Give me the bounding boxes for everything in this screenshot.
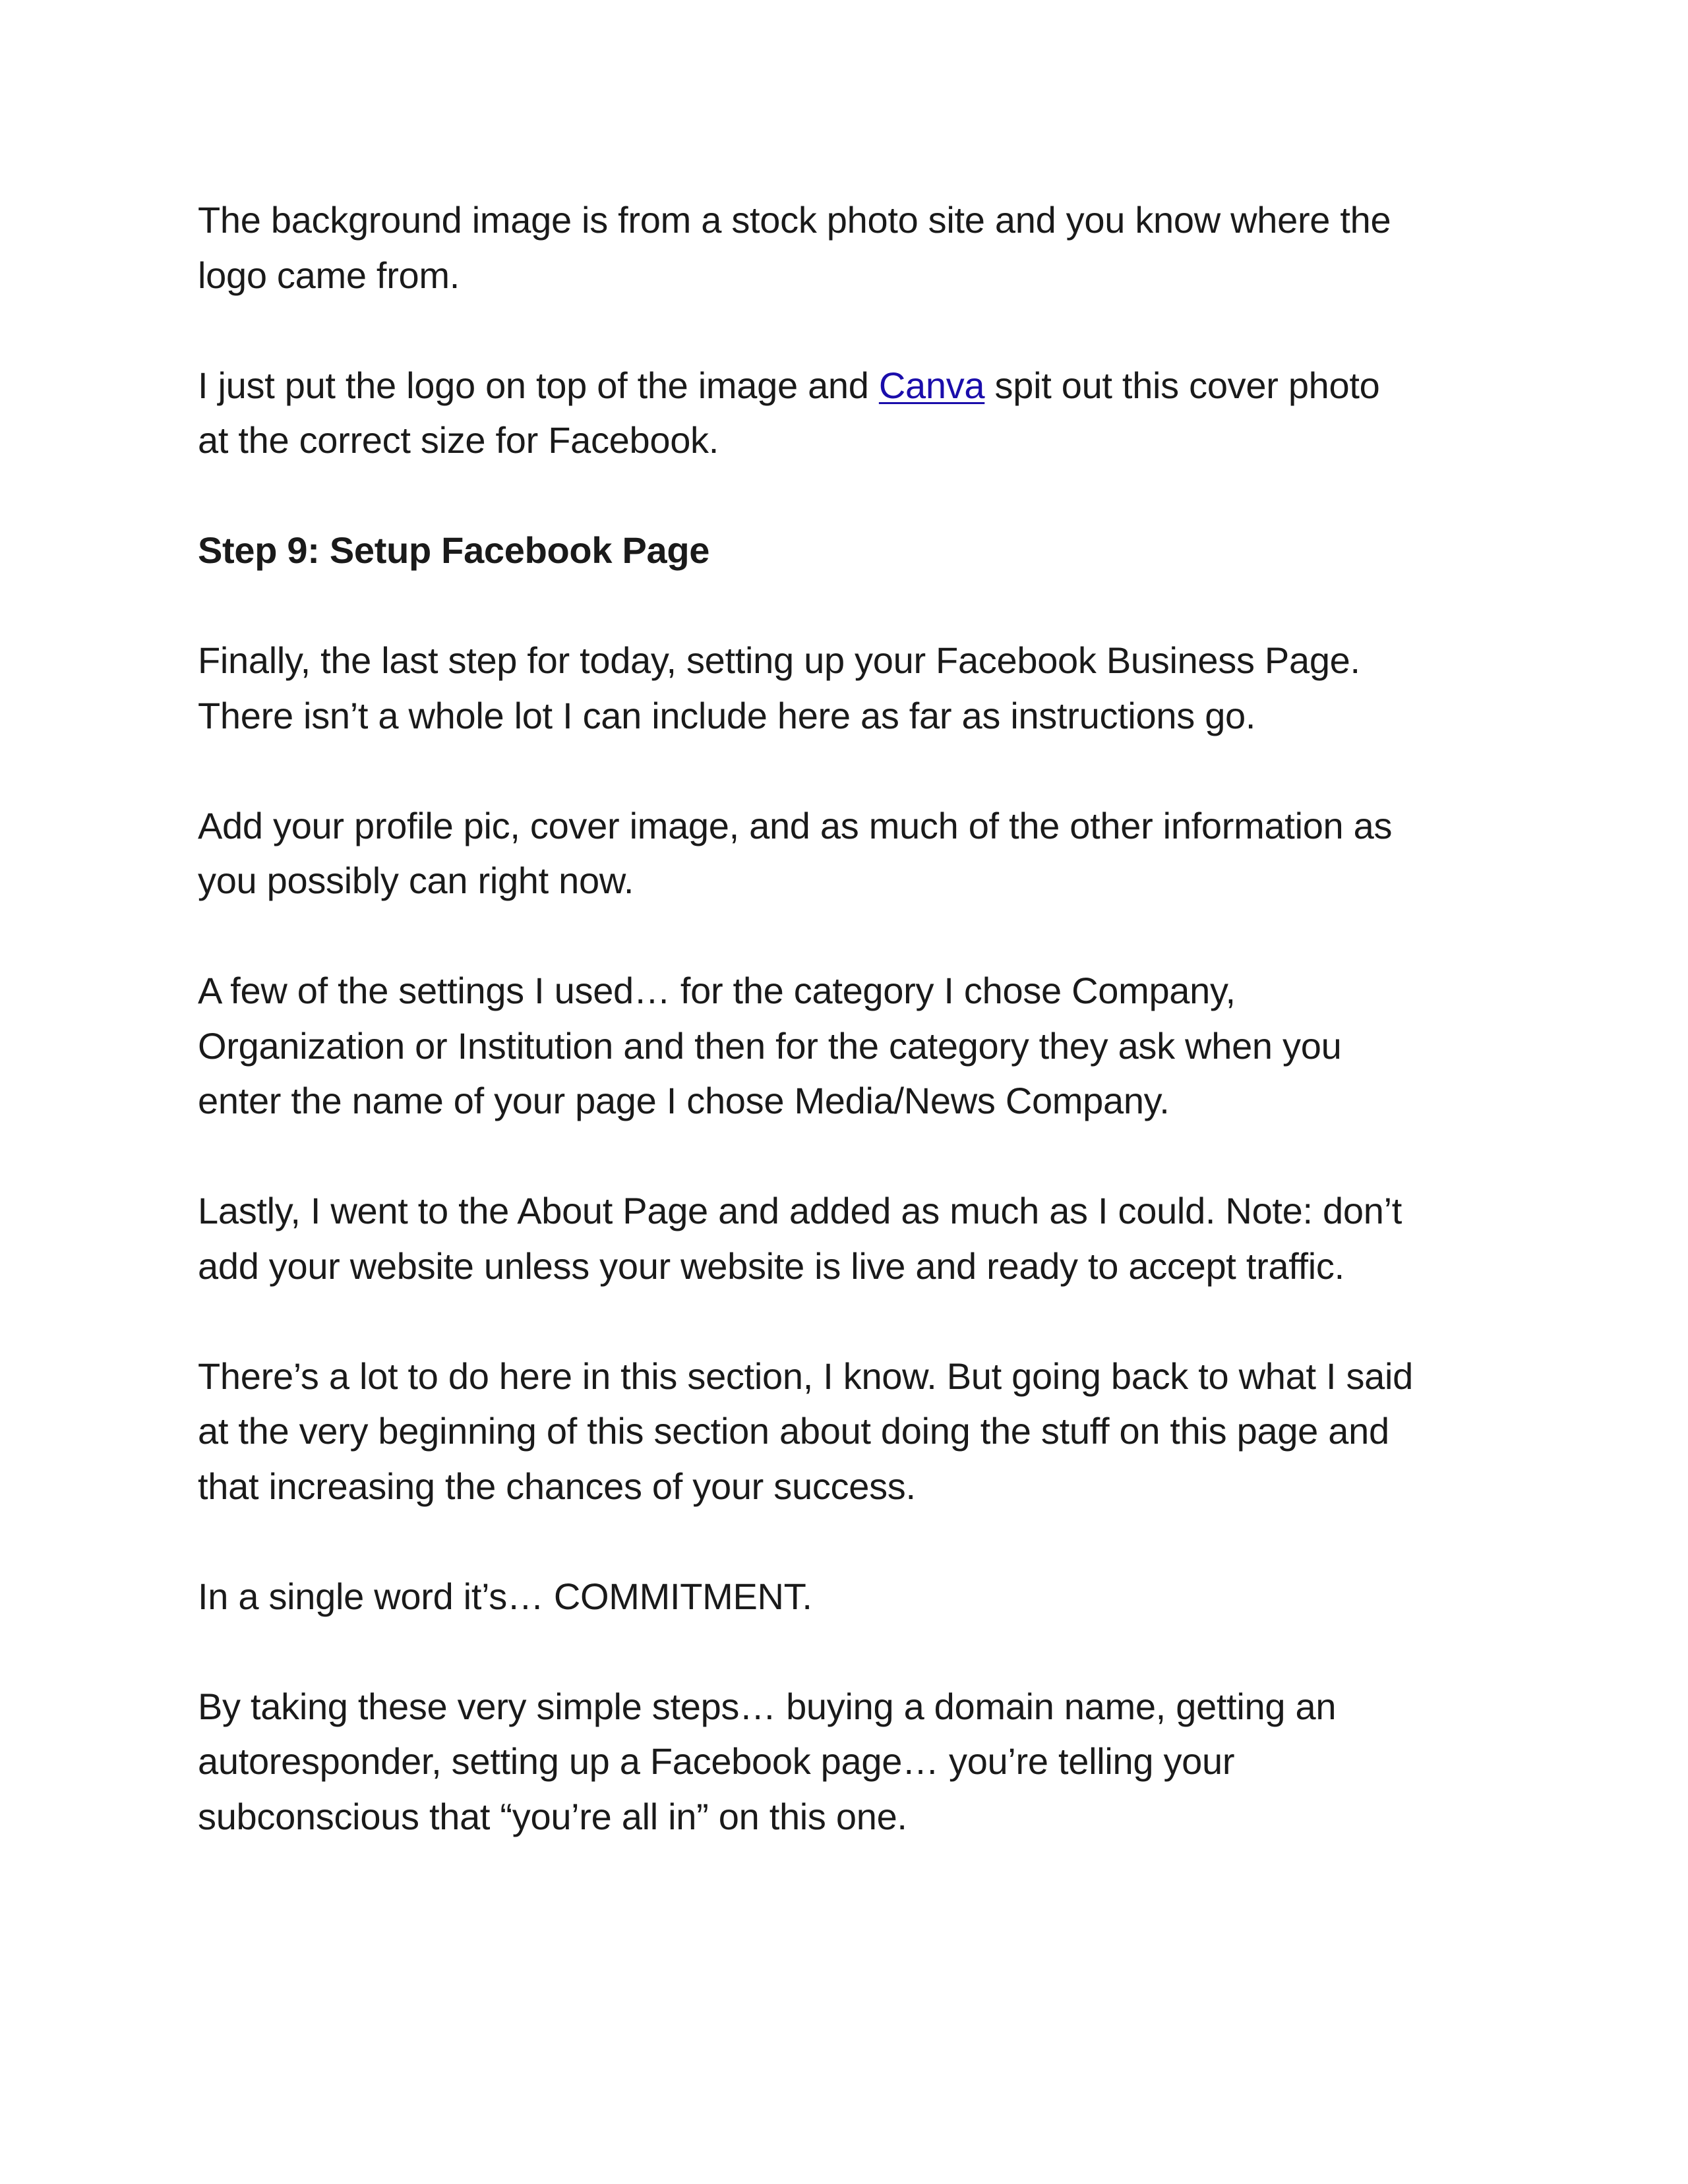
- section-heading: Step 9: Setup Facebook Page: [198, 529, 710, 571]
- paragraph-final-step: [198, 633, 1503, 743]
- paragraph-about-page: [198, 1183, 1503, 1293]
- canva-link[interactable]: Canva: [878, 364, 985, 406]
- text-line: you possibly can right now.: [198, 860, 634, 901]
- text-line: In a single word it’s… COMMITMENT.: [198, 1575, 812, 1617]
- text-line: that increasing the chances of your success.: [198, 1465, 916, 1507]
- text-line: There’s a lot to do here in this section, I know. But going back to what I said: [198, 1355, 1414, 1397]
- paragraph-settings: [198, 963, 1503, 1129]
- paragraph-canva: [198, 358, 1503, 468]
- paragraph-simple-steps: [198, 1679, 1503, 1845]
- text-line: autoresponder, setting up a Facebook page… you’re telling your: [198, 1740, 1235, 1782]
- text-line: subconscious that “you’re all in” on this one.: [198, 1795, 907, 1837]
- text-line: Lastly, I went to the About Page and added as much as I could. Note: don’t: [198, 1190, 1402, 1231]
- text-segment: spit out this cover photo: [984, 364, 1380, 406]
- text-line: at the very beginning of this section about doing the stuff on this page and: [198, 1410, 1389, 1452]
- text-line: Organization or Institution and then for the category they ask when you: [198, 1024, 1342, 1067]
- text-line: at the correct size for Facebook.: [198, 419, 719, 461]
- paragraph-background-image: [198, 192, 1503, 303]
- document-page: [198, 192, 1503, 1899]
- text-line: Add your profile pic, cover image, and as much of the other information as: [198, 804, 1393, 846]
- text-line: The background image is from a stock photo site and you know where the: [198, 199, 1391, 241]
- text-line: enter the name of your page I chose Media/News Company.: [198, 1080, 1170, 1121]
- text-segment: I just put the logo on top of the image and: [198, 364, 879, 406]
- text-line: There isn’t a whole lot I can include here as far as instructions go.: [198, 694, 1256, 736]
- text-line: [198, 358, 1503, 413]
- text-line: add your website unless your website is live and ready to accept traffic.: [198, 1245, 1344, 1287]
- text-line: A few of the settings I used… for the category I chose Company,: [198, 970, 1236, 1011]
- text-line: logo came from.: [198, 254, 460, 296]
- paragraph-lot-to-do: [198, 1349, 1503, 1514]
- text-line: Finally, the last step for today, setting up your Facebook Business Page.: [198, 639, 1360, 681]
- paragraph-commitment: [198, 1569, 1503, 1624]
- text-line: By taking these very simple steps… buying a domain name, getting an: [198, 1685, 1337, 1727]
- paragraph-profile-pic: [198, 798, 1503, 908]
